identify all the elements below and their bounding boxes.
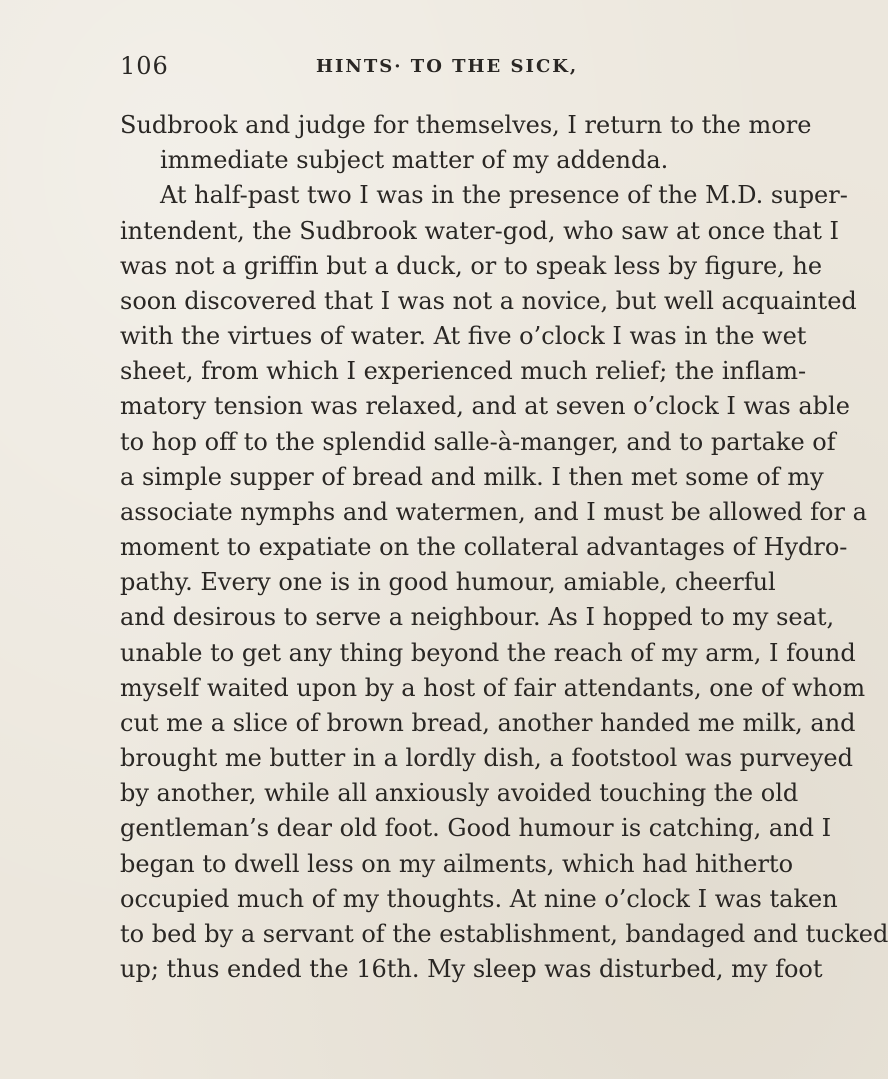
text-line: occupied much of my thoughts. At nine o’clock I was taken — [120, 885, 838, 913]
text-line: associate nymphs and watermen, and I must be allowed for a — [120, 498, 867, 526]
text-line: soon discovered that I was not a novice, but well acquainted — [120, 287, 857, 315]
text-line: matory tension was relaxed, and at seven o’clock I was able — [120, 392, 850, 420]
text-line: myself waited upon by a host of fair attendants, one of whom — [120, 674, 866, 702]
text-line: At half-past two I was in the presence of the M.D. super- — [160, 181, 848, 209]
text-line: immediate subject matter of my addenda. — [160, 146, 669, 174]
text-line: a simple supper of bread and milk. I then met some of my — [120, 463, 824, 491]
text-line: up; thus ended the 16th. My sleep was disturbed, my foot — [120, 955, 823, 983]
text-line: cut me a slice of brown bread, another handed me milk, and — [120, 709, 856, 737]
text-line: sheet, from which I experienced much relief; the inflam- — [120, 357, 807, 385]
text-line: intendent, the Sudbrook water-god, who saw at once that I — [120, 217, 839, 245]
page-number: 106 — [120, 52, 169, 80]
text-line: to hop off to the splendid salle-à-manger, and to partake of — [120, 428, 836, 456]
text-line: unable to get any thing beyond the reach of my arm, I found — [120, 639, 856, 667]
text-line: and desirous to serve a neighbour. As I hopped to my seat, — [120, 603, 835, 631]
page-header: HINTS· TO THE SICK, — [316, 56, 579, 77]
text-line: by another, while all anxiously avoided touching the old — [120, 779, 799, 807]
text-line: with the virtues of water. At five o’clock I was in the wet — [120, 322, 807, 350]
text-line: pathy. Every one is in good humour, amiable, cheerful — [120, 568, 776, 596]
text-line: brought me butter in a lordly dish, a footstool was purveyed — [120, 744, 853, 772]
text-line: Sudbrook and judge for themselves, I return to the more — [120, 111, 812, 139]
text-line: gentleman’s dear old foot. Good humour is catching, and I — [120, 814, 832, 842]
text-line: was not a griffin but a duck, or to speak less by figure, he — [120, 252, 823, 280]
text-line: moment to expatiate on the collateral advantages of Hydro- — [120, 533, 848, 561]
text-line: to bed by a servant of the establishment, bandaged and tucked — [120, 920, 888, 948]
text-line: began to dwell less on my ailments, which had hitherto — [120, 850, 794, 878]
